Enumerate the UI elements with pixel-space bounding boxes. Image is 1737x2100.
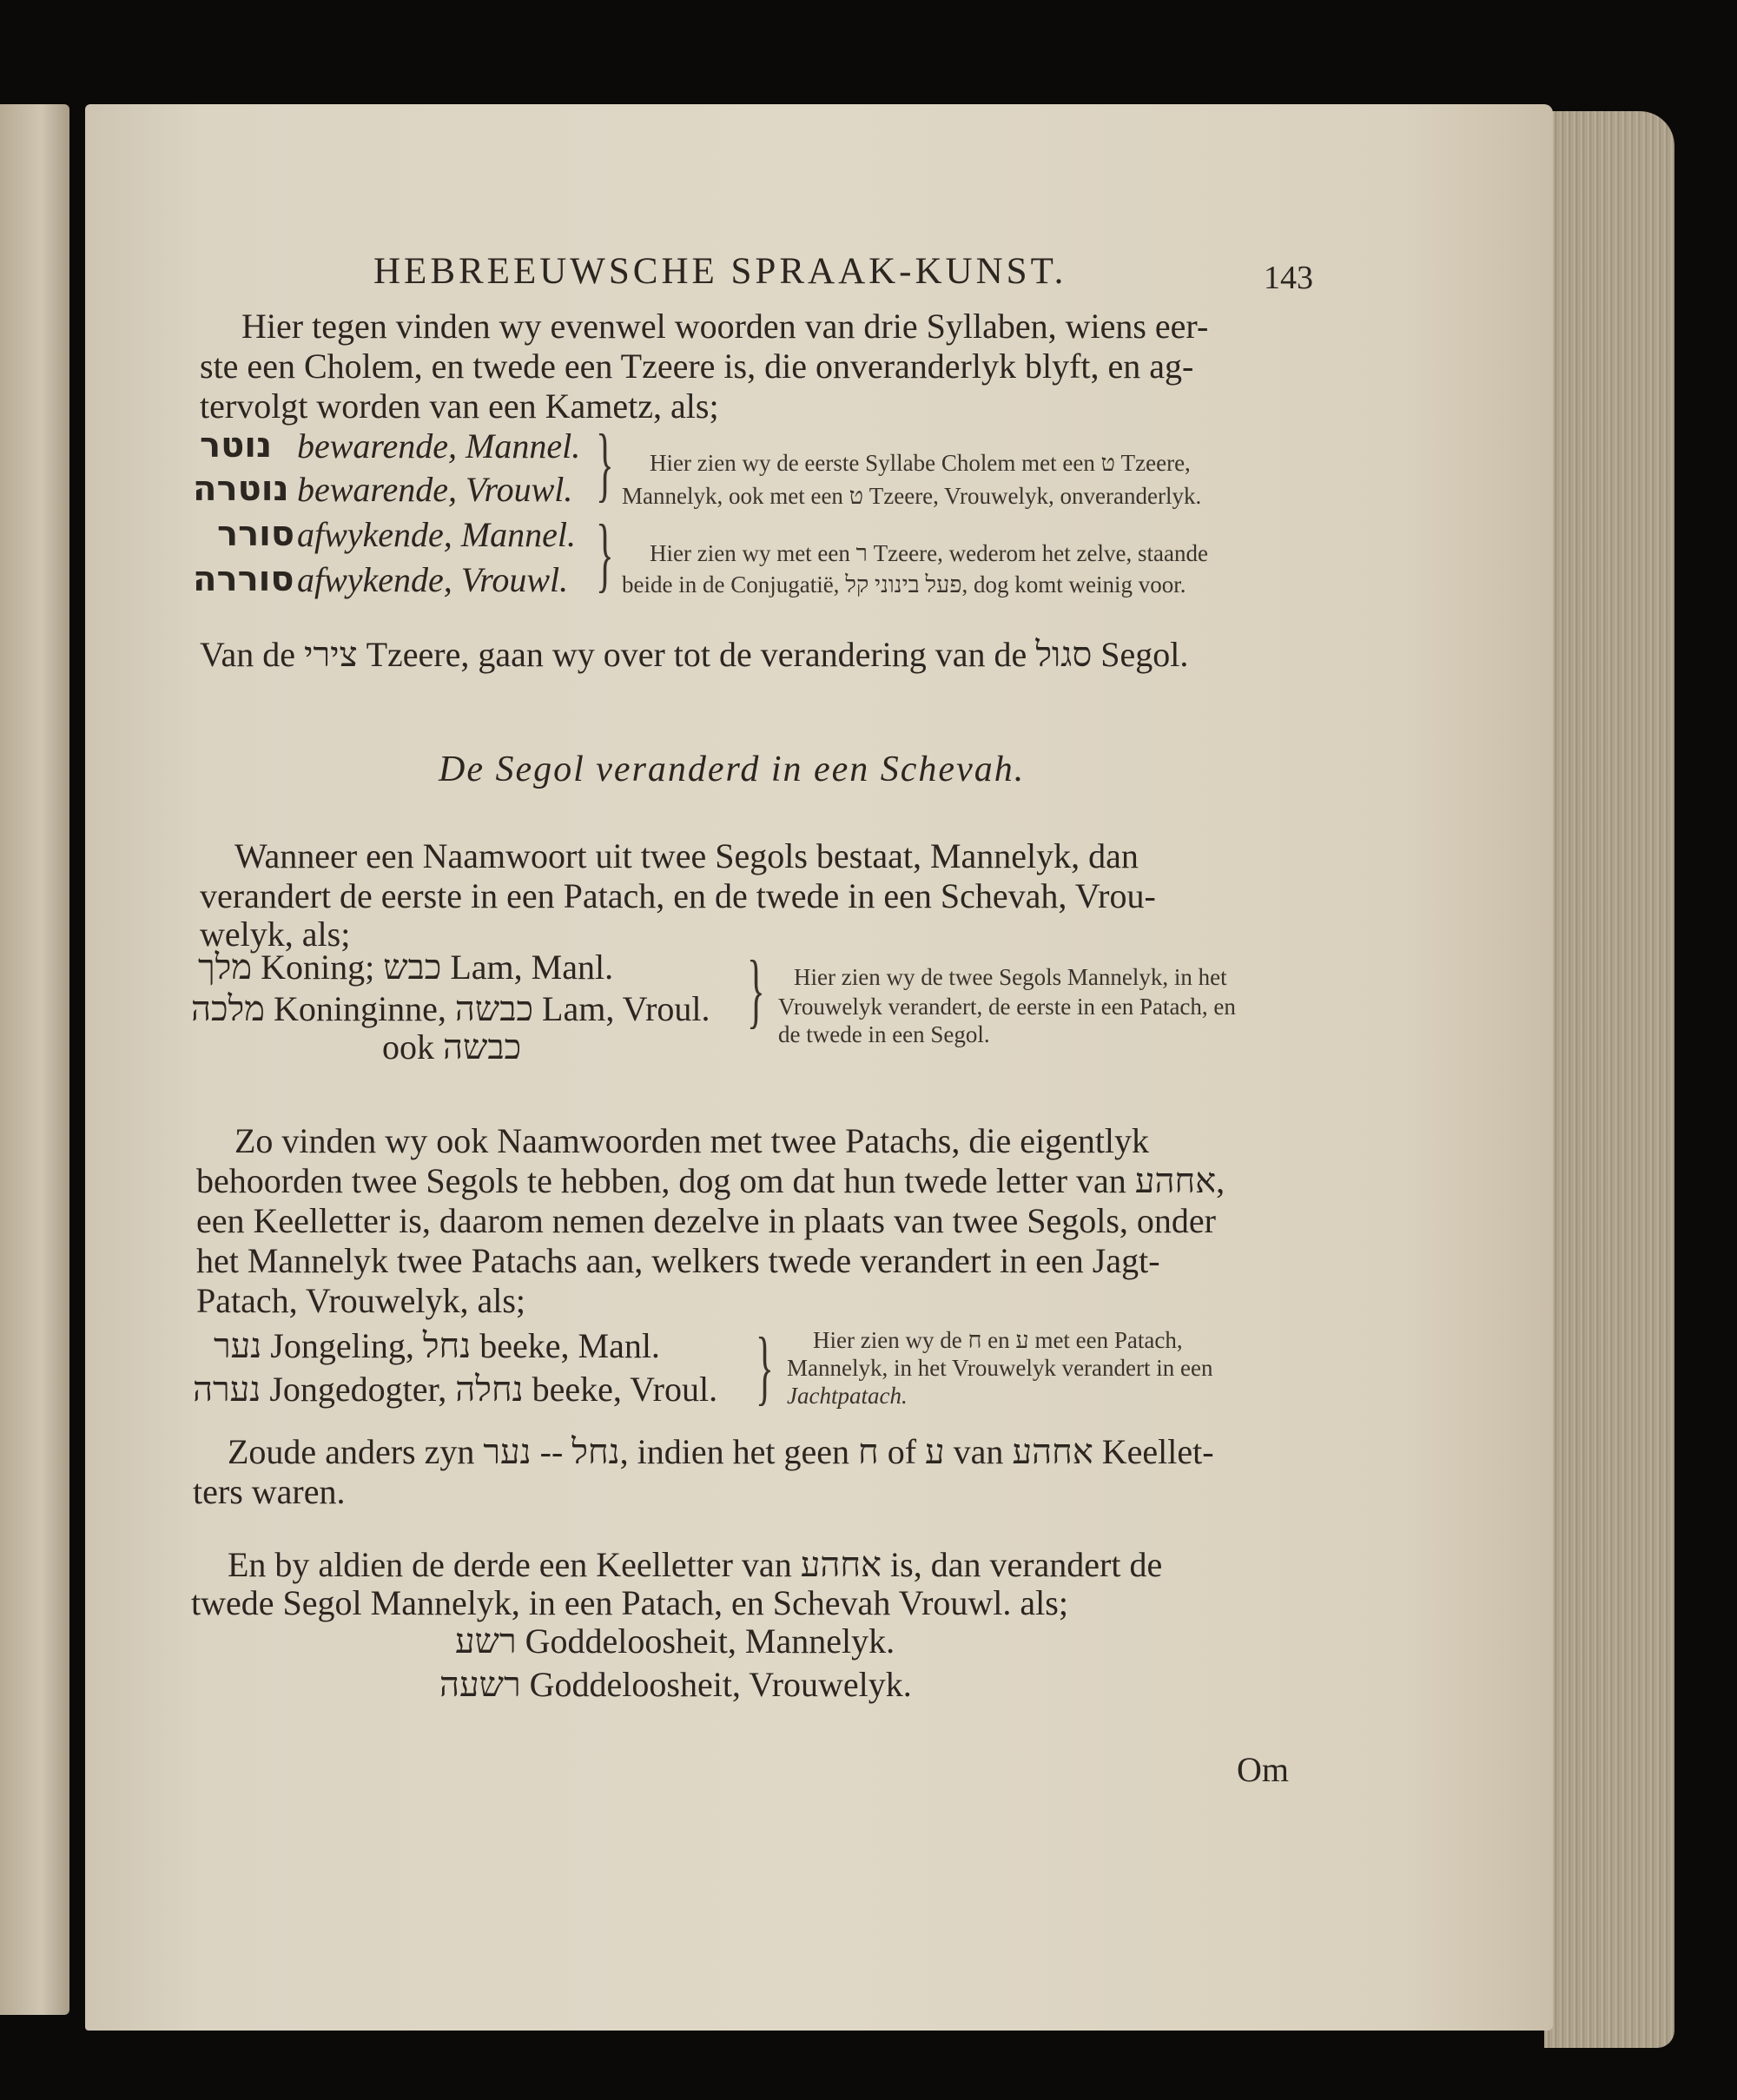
example-gloss: afwykende, Vrouwl. — [297, 560, 569, 599]
brace: } — [596, 507, 614, 600]
hebrew-word: נוטרה — [193, 469, 289, 509]
para5-line1: En by aldien de derde een Keelletter van אחהע is, dan verandert de — [228, 1545, 1163, 1584]
note-line: Hier zien wy met een ר Tzeere, wederom het zelve, staande — [650, 540, 1208, 566]
para1-line2: ste een Cholem, en twede een Tzeere is, die onveranderlyk blyft, en ag- — [200, 347, 1194, 386]
para5-line2: twede Segol Mannelyk, in een Patach, en Schevah Vrouwl. als; — [191, 1583, 1068, 1622]
note-line: Hier zien wy de ח en ע met een Patach, — [813, 1327, 1183, 1353]
note-line: Vrouwelyk verandert, de eerste in een Patach, en — [778, 994, 1236, 1020]
para2-line3: welyk, als; — [200, 915, 351, 954]
para2-line2: verandert de eerste in een Patach, en de twede in een Schevah, Vrou- — [200, 876, 1156, 915]
book-page-edges — [1544, 111, 1674, 2048]
example-row: רשע Goddeloosheit, Mannelyk. — [455, 1621, 895, 1661]
example-gloss: bewarende, Vrouwl. — [297, 470, 573, 509]
catchword: Om — [1237, 1750, 1289, 1789]
hebrew-word: סורר — [217, 514, 295, 554]
brace: } — [756, 1320, 774, 1413]
page-number: 143 — [1264, 260, 1313, 296]
note-line: Hier zien wy de eerste Syllabe Cholem met een ט Tzeere, — [650, 450, 1191, 476]
note-line: de twede in een Segol. — [778, 1021, 990, 1047]
example-gloss: bewarende, Mannel. — [297, 426, 581, 466]
para3-line5: Patach, Vrouwelyk, als; — [196, 1281, 526, 1320]
example-row: נערה Jongedogter, נחלה beeke, Vroul. — [193, 1370, 718, 1409]
transition-line: Van de צירי Tzeere, gaan wy over tot de verandering van de סגול Segol. — [200, 635, 1189, 674]
example-row: מלך Koning; כבש Lam, Manl. — [198, 948, 614, 987]
left-page-edge — [0, 104, 69, 2015]
note-line: Mannelyk, in het Vrouwelyk verandert in een — [787, 1355, 1213, 1381]
note-line: Mannelyk, ook met een ט Tzeere, Vrouwelyk, onveranderlyk. — [622, 483, 1202, 509]
para4-line2: ters waren. — [193, 1472, 346, 1511]
running-header: HEBREEUWSCHE SPRAAK-KUNST. — [373, 251, 1067, 292]
para2-line1: Wanneer een Naamwoort uit twee Segols bestaat, Mannelyk, dan — [234, 836, 1139, 875]
para1-line1: Hier tegen vinden wy evenwel woorden van drie Syllaben, wiens eer- — [241, 307, 1209, 346]
para3-line1: Zo vinden wy ook Naamwoorden met twee Patachs, die eigentlyk — [234, 1121, 1150, 1160]
example-row: ook כבשה — [382, 1027, 522, 1067]
note-line: beide in de Conjugatië, פעל בינוני קל, dog komt weinig voor. — [622, 571, 1186, 598]
example-row: רשעה Goddeloosheit, Vrouwelyk. — [439, 1665, 912, 1704]
brace: } — [747, 943, 765, 1036]
brace: } — [596, 417, 614, 510]
hebrew-word: סוררה — [193, 559, 294, 599]
example-row: נער Jongeling, נחל beeke, Manl. — [214, 1326, 660, 1365]
para3-line2: behoorden twee Segols te hebben, dog om dat hun twede letter van אחהע, — [196, 1161, 1225, 1200]
para3-line4: het Mannelyk twee Patachs aan, welkers twede verandert in een Jagt- — [196, 1241, 1160, 1280]
example-gloss: afwykende, Mannel. — [297, 515, 576, 554]
para4-line1: Zoude anders zyn נחל -- נער, indien het geen ח of ע van אחהע Keellet- — [228, 1432, 1214, 1471]
section-heading: De Segol veranderd in een Schevah. — [439, 750, 1026, 789]
example-row: מלכה Koninginne, כבשה Lam, Vroul. — [191, 989, 710, 1028]
para1-line3: tervolgt worden van een Kametz, als; — [200, 386, 719, 426]
para3-line3: een Keelletter is, daarom nemen dezelve in plaats van twee Segols, onder — [196, 1201, 1216, 1240]
note-line: Jachtpatach. — [787, 1383, 908, 1409]
note-line: Hier zien wy de twee Segols Mannelyk, in het — [794, 964, 1227, 990]
hebrew-word: נוטר — [200, 426, 273, 466]
